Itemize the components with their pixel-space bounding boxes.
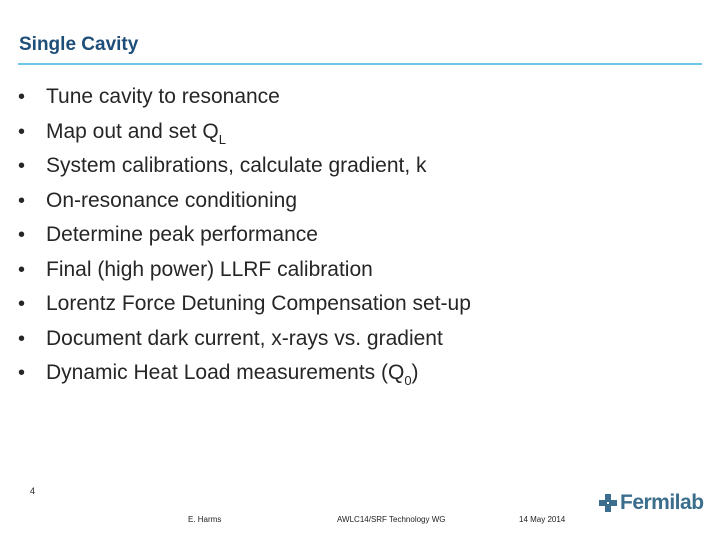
bullet-dot-icon: •	[18, 293, 26, 315]
bullet-text: Map out and set Q	[46, 119, 219, 143]
bullet-item	[18, 325, 471, 360]
footer-date: 14 May 2014	[519, 515, 566, 524]
bullet-item	[18, 221, 471, 256]
bullet-dot-icon: •	[18, 120, 26, 143]
slide-title: Single Cavity	[19, 34, 139, 55]
bullet-dot-icon: •	[18, 189, 26, 212]
fermilab-logo-icon	[598, 493, 618, 513]
title-divider	[18, 63, 702, 65]
bullet-item	[18, 359, 471, 394]
bullet-item	[18, 118, 471, 153]
footer-author: E. Harms	[188, 515, 222, 524]
bullet-item	[18, 152, 471, 187]
bullet-dot-icon: •	[18, 327, 26, 350]
bullet-dot-icon: •	[18, 155, 26, 177]
bullet-text: Determine peak performance	[46, 223, 318, 246]
bullet-dot-icon: •	[18, 224, 26, 246]
bullet-dot-icon: •	[18, 258, 26, 281]
fermilab-logo	[598, 490, 708, 516]
bullet-text: Dynamic Heat Load measurements (Q	[46, 361, 405, 384]
bullet-dot-icon: •	[18, 362, 26, 384]
bullet-item	[18, 290, 471, 325]
bullet-text: Document dark current, x-rays vs. gradient	[46, 326, 443, 350]
bullet-subscript: L	[218, 131, 227, 147]
bullet-text: On-resonance conditioning	[46, 188, 297, 212]
bullet-text: System calibrations, calculate gradient, k	[46, 154, 427, 177]
bullet-text-after: )	[411, 361, 419, 384]
bullet-text: Tune cavity to resonance	[46, 85, 280, 108]
bullet-item	[18, 187, 471, 222]
page-number: 4	[30, 486, 36, 496]
logo-text: Fermilab	[620, 491, 704, 514]
bullet-dot-icon: •	[18, 86, 26, 108]
bullet-list	[18, 83, 471, 394]
bullet-item	[18, 256, 471, 291]
bullet-text: Lorentz Force Detuning Compensation set-up	[46, 292, 471, 315]
bullet-text: Final (high power) LLRF calibration	[46, 257, 373, 281]
footer-meeting: AWLC14/SRF Technology WG	[337, 515, 446, 524]
bullet-subscript: 0	[404, 373, 412, 388]
bullet-item	[18, 83, 471, 118]
